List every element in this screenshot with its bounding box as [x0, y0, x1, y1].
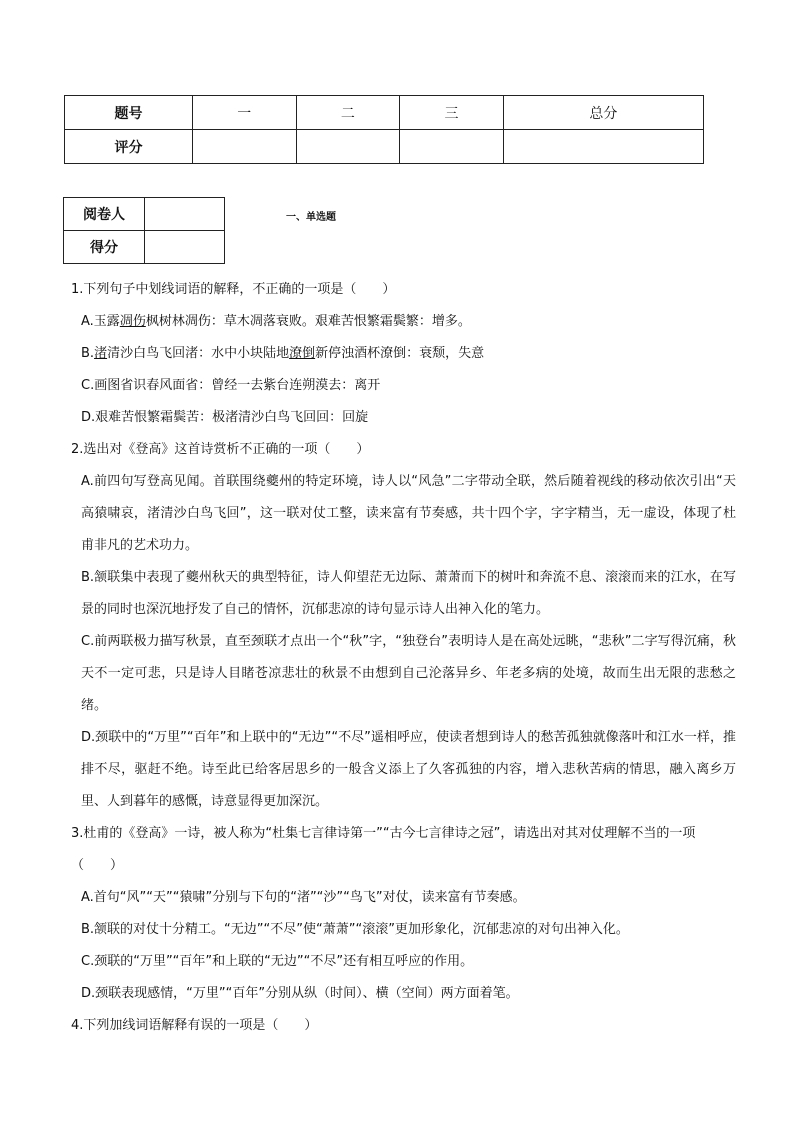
score-cell-1[interactable]: [193, 130, 297, 164]
score-table: [64, 95, 704, 164]
underlined-word: 渚: [94, 346, 108, 361]
option-item: B.颔联的对仗十分精工。“无边”“不尽”使“萧萧”“滚滚”更加形象化，沉郁悲凉的对句出神入化。: [81, 922, 629, 937]
score-cell-total[interactable]: [503, 130, 703, 164]
score-cell[interactable]: [145, 231, 225, 264]
option-item: C.画图省识春风面省：曾经一去紫台连朔漠去：离开: [81, 378, 381, 393]
header-section-3: 三: [400, 96, 504, 130]
score-cell-2[interactable]: [296, 130, 400, 164]
option-item: C.颈联的“万里”“百年”和上联的“无边”“不尽”还有相互呼应的作用。: [81, 954, 474, 969]
header-question-number: 题号: [65, 96, 193, 130]
grader-box: [63, 197, 225, 264]
grader-row-reviewer: [64, 198, 225, 231]
question-stem: 1.下列句子中划线词语的解释，不正确的一项是（ ）: [71, 282, 396, 297]
score-table-score-row: [65, 130, 704, 164]
option-text: 新停浊酒杯潦倒：衰颓，失意: [315, 346, 485, 361]
option-item: D.颈联中的“万里”“百年”和上联中的“无边”“不尽”遥相呼应，使读者想到诗人的愁苦孤独就像落叶和江水一样，推排不尽，驱赶不绝。诗至此已给客居思乡的一般含义添上了久客孤独的内容，增入悲秋苦病的情思，融入离乡万里、人到暮年的感慨，诗意显得更加深沉。: [81, 730, 736, 809]
reviewer-cell[interactable]: [145, 198, 225, 231]
option-item: C.前两联极力描写秋景，直至颈联才点出一个“秋”字，“独登台”表明诗人是在高处远眺，“悲秋”二字写得沉痛，秋天不一定可悲，只是诗人目睹苍凉悲壮的秋景不由想到自己沦落异乡、年老多病的处境，故而生出无限的悲愁之绪。: [81, 634, 736, 713]
option-item: [71, 306, 736, 338]
question-stem: 4.下列加线词语解释有误的一项是（ ）: [71, 1018, 318, 1033]
underlined-word: 凋伤: [119, 314, 146, 329]
score-label: 得分: [64, 231, 145, 264]
option-text: 清沙白鸟飞回渚：水中小块陆地: [107, 346, 290, 361]
question-stem: 3.杜甫的《登高》一诗，被人称为“杜集七言律诗第一”“古今七言律诗之冠”，请选出对其对仗理解不当的一项（ ）: [71, 826, 696, 873]
question-stem: 2.选出对《登高》这首诗赏析不正确的一项（ ）: [71, 442, 370, 457]
option-text: A.玉露: [81, 314, 120, 329]
option-item: D.颈联表现感情，“万里”“百年”分别从纵（时间）、横（空间）两方面着笔。: [81, 986, 519, 1001]
option-item: B.颔联集中表现了夔州秋天的典型特征，诗人仰望茫无边际、萧萧而下的树叶和奔流不息、滚滚而来的江水，在写景的同时也深沉地抒发了自己的情怀，沉郁悲凉的诗句显示诗人出神入化的笔力。: [81, 570, 736, 617]
score-cell-3[interactable]: [400, 130, 504, 164]
section-title: 一、单选题: [286, 212, 336, 223]
underlined-word: 潦倒: [289, 346, 316, 361]
question-list: [71, 274, 736, 1042]
option-item: [71, 338, 736, 370]
option-text: 枫树林凋伤：草木凋落衰败。艰难苦恨繁霜鬓繁：增多。: [145, 314, 471, 329]
option-text: B.: [81, 346, 95, 361]
header-section-2: 二: [296, 96, 400, 130]
row-label-score: 评分: [65, 130, 193, 164]
score-table-header-row: [65, 96, 704, 130]
header-section-1: 一: [193, 96, 297, 130]
reviewer-label: 阅卷人: [64, 198, 145, 231]
grader-row-score: [64, 231, 225, 264]
option-item: A.前四句写登高见闻。首联围绕夔州的特定环境，诗人以“风急”二字带动全联，然后随着视线的移动依次引出“天高猿啸哀，渚清沙白鸟飞回”，这一联对仗工整，读来富有节奏感，共十四个字，字字精当，无一虚设，体现了杜甫非凡的艺术功力。: [81, 474, 736, 553]
option-item: A.首句“风”“天”“猿啸”分别与下句的“渚”“沙”“鸟飞”对仗，读来富有节奏感。: [81, 890, 526, 905]
option-item: D.艰难苦恨繁霜鬓苦：极渚清沙白鸟飞回回：回旋: [81, 410, 369, 425]
header-total: 总分: [503, 96, 703, 130]
